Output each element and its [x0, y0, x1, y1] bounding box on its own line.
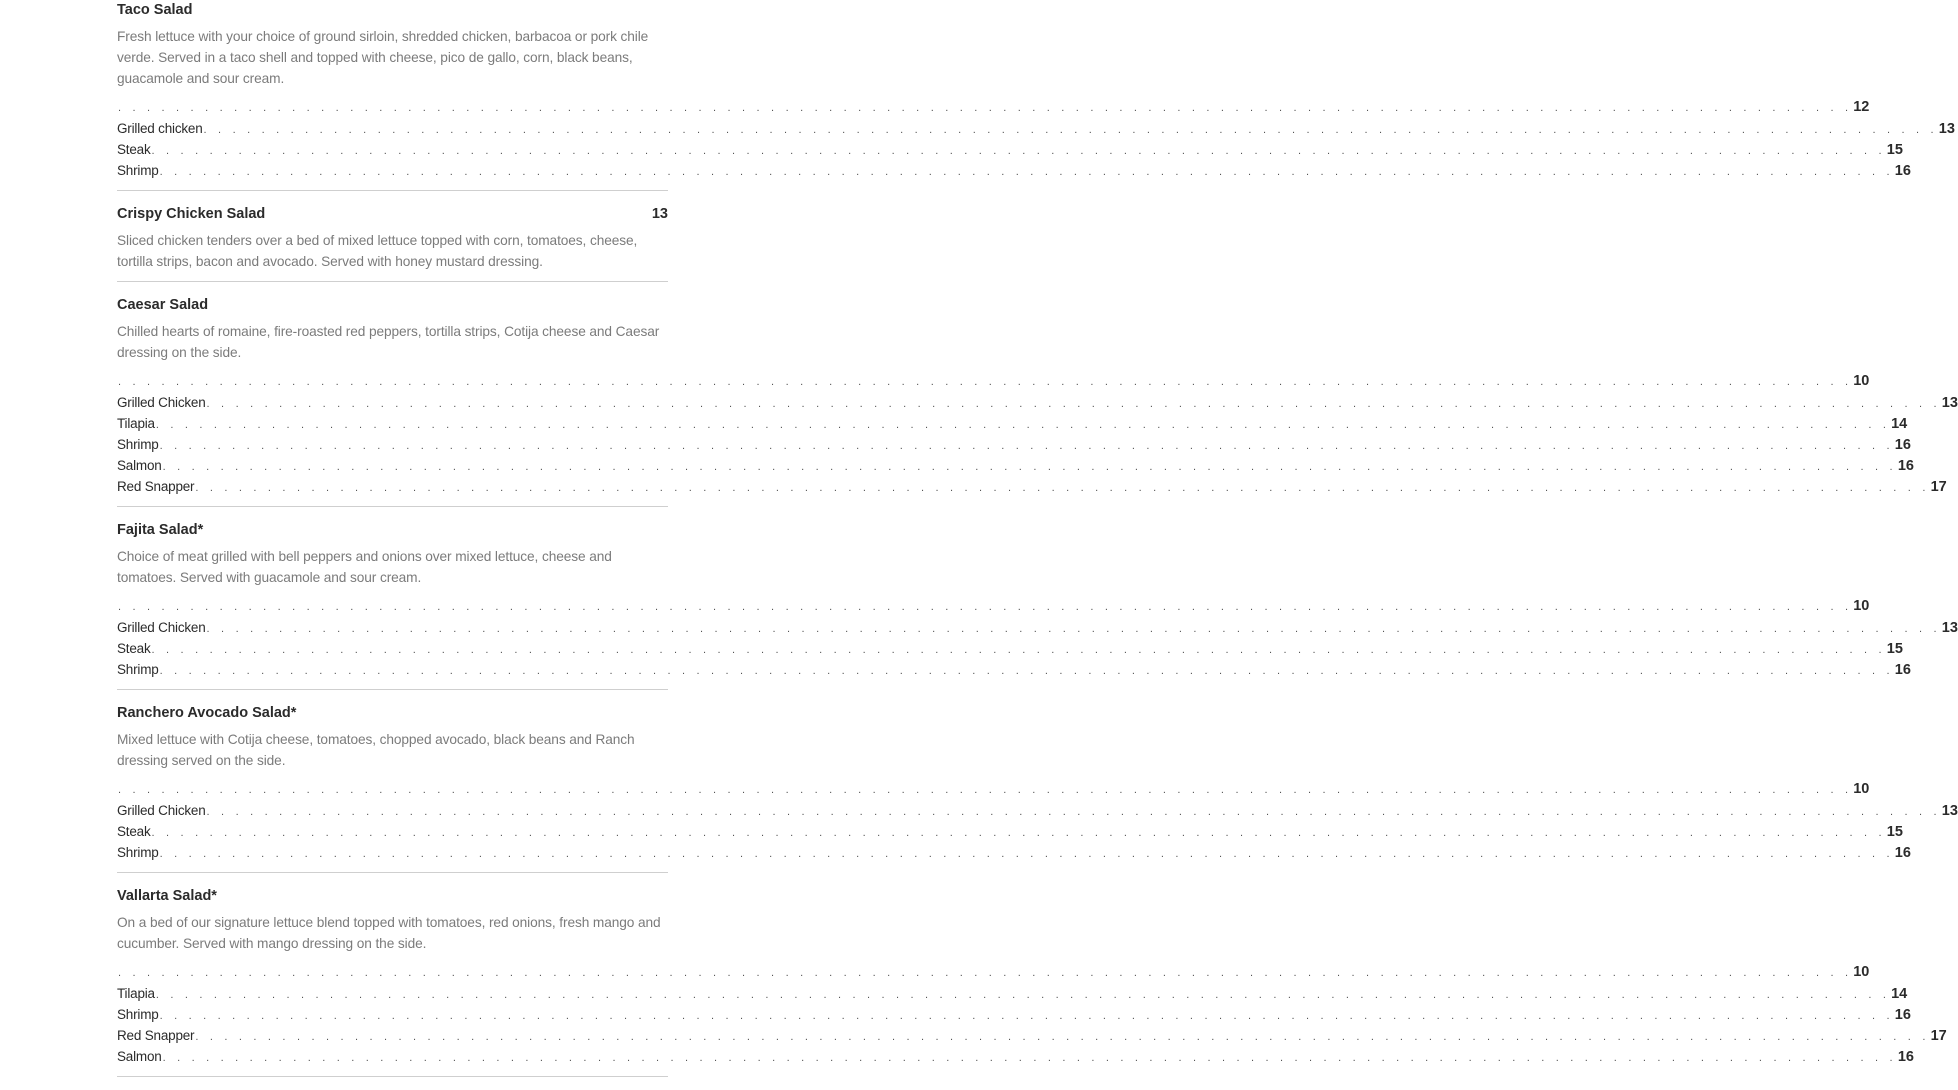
menu-item-header	[117, 520, 668, 540]
price-option	[117, 392, 1958, 413]
price-option	[117, 983, 1908, 1004]
price-option-price: 16	[1894, 437, 1911, 453]
menu-item	[117, 295, 1958, 507]
menu-item-header	[117, 295, 668, 315]
price-option	[117, 139, 1903, 160]
price-option-price: 16	[1894, 1007, 1911, 1023]
price-option	[117, 160, 1911, 181]
price-option	[117, 413, 1908, 434]
price-option	[117, 455, 1914, 476]
price-option-price: 16	[1897, 1049, 1914, 1065]
dot-leader: . . . . . . . . . . . . . . . . . . . . . . . . . . . . . . . . . . . . . . . . . . . . . . . . . . . . . . . . . . . . . . . . . . . . . . . . . . . . . . . . . . . . . . . . . . . . . . . . . . . . . . . . . . . . . . . . . . . . . . . .	[118, 967, 1853, 979]
menu-item-description: On a bed of our signature lettuce blend topped with tomatoes, red onions, fresh mango and cucumber. Served with mango dressing on the side.	[117, 915, 661, 951]
price-option-price: 14	[1891, 986, 1908, 1002]
menu-item	[117, 520, 1958, 690]
dot-leader: . . . . . . . . . . . . . . . . . . . . . . . . . . . . . . . . . . . . . . . . . . . . . . . . . . . . . . . . . . . . . . . . . . . . . . . . . . . . . . . . . . . . . . . . . . . . . . . . . . . . . . . . . . . . . . . . . . . . . . . .	[195, 1031, 1930, 1043]
dot-leader: . . . . . . . . . . . . . . . . . . . . . . . . . . . . . . . . . . . . . . . . . . . . . . . . . . . . . . . . . . . . . . . . . . . . . . . . . . . . . . . . . . . . . . . . . . . . . . . . . . . . . . . . . . . . . . . . . . . . . . . .	[118, 376, 1853, 388]
menu-item-options	[117, 962, 1947, 1067]
price-option-price: 13	[1941, 620, 1958, 636]
price-option-price: 17	[1930, 479, 1947, 495]
price-option-name: Salmon	[117, 1049, 162, 1064]
price-option-price: 15	[1886, 142, 1903, 158]
price-option-name: Tilapia	[117, 986, 155, 1001]
dot-leader: . . . . . . . . . . . . . . . . . . . . . . . . . . . . . . . . . . . . . . . . . . . . . . . . . . . . . . . . . . . . . . . . . . . . . . . . . . . . . . . . . . . . . . . . . . . . . . . . . . . . . . . . . . . . . . . . . . . . . . . .	[162, 1052, 1897, 1064]
menu-item-options	[117, 596, 1958, 680]
price-option-price: 13	[1941, 803, 1958, 819]
menu-item	[117, 0, 1955, 191]
dot-leader: . . . . . . . . . . . . . . . . . . . . . . . . . . . . . . . . . . . . . . . . . . . . . . . . . . . . . . . . . . . . . . . . . . . . . . . . . . . . . . . . . . . . . . . . . . . . . . . . . . . . . . . . . . . . . . . . . . . . . . . .	[151, 644, 1886, 656]
price-option	[117, 434, 1911, 455]
price-option-price: 17	[1930, 1028, 1947, 1044]
dot-leader: . . . . . . . . . . . . . . . . . . . . . . . . . . . . . . . . . . . . . . . . . . . . . . . . . . . . . . . . . . . . . . . . . . . . . . . . . . . . . . . . . . . . . . . . . . . . . . . . . . . . . . . . . . . . . . . . . . . . . . . .	[151, 827, 1886, 839]
menu-item-name: Caesar Salad	[117, 297, 209, 313]
dot-leader: . . . . . . . . . . . . . . . . . . . . . . . . . . . . . . . . . . . . . . . . . . . . . . . . . . . . . . . . . . . . . . . . . . . . . . . . . . . . . . . . . . . . . . . . . . . . . . . . . . . . . . . . . . . . . . . . . . . . . . . .	[118, 784, 1853, 796]
menu-item-name: Ranchero Avocado Salad*	[117, 705, 297, 721]
price-option	[117, 476, 1947, 497]
price-option-name: Steak	[117, 824, 151, 839]
price-option	[117, 962, 1870, 983]
dot-leader: . . . . . . . . . . . . . . . . . . . . . . . . . . . . . . . . . . . . . . . . . . . . . . . . . . . . . . . . . . . . . . . . . . . . . . . . . . . . . . . . . . . . . . . . . . . . . . . . . . . . . . . . . . . . . . . . . . . . . . . .	[159, 848, 1894, 860]
price-option	[117, 842, 1911, 863]
dot-leader: . . . . . . . . . . . . . . . . . . . . . . . . . . . . . . . . . . . . . . . . . . . . . . . . . . . . . . . . . . . . . . . . . . . . . . . . . . . . . . . . . . . . . . . . . . . . . . . . . . . . . . . . . . . . . . . . . . . . . . . .	[162, 461, 1897, 473]
dot-leader: . . . . . . . . . . . . . . . . . . . . . . . . . . . . . . . . . . . . . . . . . . . . . . . . . . . . . . . . . . . . . . . . . . . . . . . . . . . . . . . . . . . . . . . . . . . . . . . . . . . . . . . . . . . . . . . . . . . . . . . .	[159, 1010, 1894, 1022]
menu-item-name: Taco Salad	[117, 2, 193, 18]
price-option-price: 10	[1853, 781, 1870, 797]
dot-leader: . . . . . . . . . . . . . . . . . . . . . . . . . . . . . . . . . . . . . . . . . . . . . . . . . . . . . . . . . . . . . . . . . . . . . . . . . . . . . . . . . . . . . . . . . . . . . . . . . . . . . . . . . . . . . . . . . . . . . . . .	[206, 398, 1941, 410]
price-option-name: Red Snapper	[117, 1028, 195, 1043]
menu-item-options	[117, 97, 1955, 181]
price-option-name: Grilled chicken	[117, 121, 203, 136]
price-option-name: Tilapia	[117, 416, 155, 431]
price-option-price: 10	[1853, 373, 1870, 389]
menu-item-header	[117, 0, 668, 20]
dot-leader: . . . . . . . . . . . . . . . . . . . . . . . . . . . . . . . . . . . . . . . . . . . . . . . . . . . . . . . . . . . . . . . . . . . . . . . . . . . . . . . . . . . . . . . . . . . . . . . . . . . . . . . . . . . . . . . . . . . . . . . .	[151, 145, 1886, 157]
price-option-price: 16	[1894, 662, 1911, 678]
price-option-price: 10	[1853, 598, 1870, 614]
price-option-price: 12	[1853, 99, 1870, 115]
menu-item-description: Fresh lettuce with your choice of ground sirloin, shredded chicken, barbacoa or pork chile verde. Served in a taco shell and topped with cheese, pico de gallo, corn, black beans, guacamole and sour cream.	[117, 29, 649, 86]
price-option	[117, 97, 1870, 118]
price-option-name: Grilled Chicken	[117, 620, 206, 635]
price-option	[117, 1004, 1911, 1025]
menu-item-description: Choice of meat grilled with bell peppers and onions over mixed lettuce, cheese and tomatoes. Served with guacamole and sour cream.	[117, 549, 612, 585]
salad-menu	[117, 0, 1958, 1090]
price-option	[117, 779, 1870, 800]
dot-leader: . . . . . . . . . . . . . . . . . . . . . . . . . . . . . . . . . . . . . . . . . . . . . . . . . . . . . . . . . . . . . . . . . . . . . . . . . . . . . . . . . . . . . . . . . . . . . . . . . . . . . . . . . . . . . . . . . . . . . . . .	[159, 166, 1894, 178]
price-option-name: Grilled Chicken	[117, 803, 206, 818]
price-option-price: 16	[1897, 458, 1914, 474]
price-option-name: Shrimp	[117, 845, 159, 860]
price-option-name: Red Snapper	[117, 479, 195, 494]
menu-item-header	[117, 204, 668, 224]
dot-leader: . . . . . . . . . . . . . . . . . . . . . . . . . . . . . . . . . . . . . . . . . . . . . . . . . . . . . . . . . . . . . . . . . . . . . . . . . . . . . . . . . . . . . . . . . . . . . . . . . . . . . . . . . . . . . . . . . . . . . . . .	[203, 124, 1938, 136]
price-option-name: Salmon	[117, 458, 162, 473]
dot-leader: . . . . . . . . . . . . . . . . . . . . . . . . . . . . . . . . . . . . . . . . . . . . . . . . . . . . . . . . . . . . . . . . . . . . . . . . . . . . . . . . . . . . . . . . . . . . . . . . . . . . . . . . . . . . . . . . . . . . . . . .	[159, 665, 1894, 677]
menu-item-options	[117, 371, 1958, 497]
price-option	[117, 118, 1955, 139]
price-option-price: 13	[1938, 121, 1955, 137]
menu-item	[117, 886, 1947, 1077]
price-option-price: 10	[1853, 964, 1870, 980]
menu-item-name: Crispy Chicken Salad	[117, 206, 266, 222]
price-option	[117, 596, 1870, 617]
price-option-name: Shrimp	[117, 163, 159, 178]
price-option	[117, 659, 1911, 680]
menu-item	[117, 204, 668, 282]
dot-leader: . . . . . . . . . . . . . . . . . . . . . . . . . . . . . . . . . . . . . . . . . . . . . . . . . . . . . . . . . . . . . . . . . . . . . . . . . . . . . . . . . . . . . . . . . . . . . . . . . . . . . . . . . . . . . . . . . . . . . . . .	[155, 419, 1891, 431]
menu-item-header	[117, 703, 668, 723]
menu-item	[117, 703, 1958, 873]
menu-item-description: Sliced chicken tenders over a bed of mixed lettuce topped with corn, tomatoes, cheese, tortilla strips, bacon and avocado. Served with honey mustard dressing.	[117, 233, 638, 269]
menu-item-description: Mixed lettuce with Cotija cheese, tomatoes, chopped avocado, black beans and Ranch dressing served on the side.	[117, 732, 635, 768]
price-option	[117, 638, 1903, 659]
price-option-price: 16	[1894, 845, 1911, 861]
price-option-name: Grilled Chicken	[117, 395, 206, 410]
menu-item-options	[117, 779, 1958, 863]
price-option	[117, 821, 1903, 842]
price-option-price: 14	[1891, 416, 1908, 432]
dot-leader: . . . . . . . . . . . . . . . . . . . . . . . . . . . . . . . . . . . . . . . . . . . . . . . . . . . . . . . . . . . . . . . . . . . . . . . . . . . . . . . . . . . . . . . . . . . . . . . . . . . . . . . . . . . . . . . . . . . . . . . .	[195, 482, 1930, 494]
menu-item-description: Chilled hearts of romaine, fire-roasted red peppers, tortilla strips, Cotija cheese and Caesar dressing on the side.	[117, 324, 660, 360]
price-option-name: Shrimp	[117, 662, 159, 677]
dot-leader: . . . . . . . . . . . . . . . . . . . . . . . . . . . . . . . . . . . . . . . . . . . . . . . . . . . . . . . . . . . . . . . . . . . . . . . . . . . . . . . . . . . . . . . . . . . . . . . . . . . . . . . . . . . . . . . . . . . . . . . .	[118, 601, 1853, 613]
price-option-price: 15	[1886, 824, 1903, 840]
price-option	[117, 617, 1958, 638]
menu-item-header	[117, 886, 668, 906]
price-option	[117, 800, 1958, 821]
price-option-name: Steak	[117, 641, 151, 656]
dot-leader: . . . . . . . . . . . . . . . . . . . . . . . . . . . . . . . . . . . . . . . . . . . . . . . . . . . . . . . . . . . . . . . . . . . . . . . . . . . . . . . . . . . . . . . . . . . . . . . . . . . . . . . . . . . . . . . . . . . . . . . .	[118, 102, 1853, 114]
dot-leader: . . . . . . . . . . . . . . . . . . . . . . . . . . . . . . . . . . . . . . . . . . . . . . . . . . . . . . . . . . . . . . . . . . . . . . . . . . . . . . . . . . . . . . . . . . . . . . . . . . . . . . . . . . . . . . . . . . . . . . . .	[159, 440, 1894, 452]
menu-item-name: Fajita Salad*	[117, 522, 204, 538]
dot-leader: . . . . . . . . . . . . . . . . . . . . . . . . . . . . . . . . . . . . . . . . . . . . . . . . . . . . . . . . . . . . . . . . . . . . . . . . . . . . . . . . . . . . . . . . . . . . . . . . . . . . . . . . . . . . . . . . . . . . . . . .	[155, 989, 1891, 1001]
price-option-price: 13	[1941, 395, 1958, 411]
price-option	[117, 1046, 1914, 1067]
price-option-price: 15	[1886, 641, 1903, 657]
menu-item-price: 13	[651, 206, 668, 222]
dot-leader: . . . . . . . . . . . . . . . . . . . . . . . . . . . . . . . . . . . . . . . . . . . . . . . . . . . . . . . . . . . . . . . . . . . . . . . . . . . . . . . . . . . . . . . . . . . . . . . . . . . . . . . . . . . . . . . . . . . . . . . .	[206, 806, 1941, 818]
price-option-name: Shrimp	[117, 437, 159, 452]
price-option-price: 16	[1894, 163, 1911, 179]
menu-item-name: Vallarta Salad*	[117, 888, 217, 904]
dot-leader: . . . . . . . . . . . . . . . . . . . . . . . . . . . . . . . . . . . . . . . . . . . . . . . . . . . . . . . . . . . . . . . . . . . . . . . . . . . . . . . . . . . . . . . . . . . . . . . . . . . . . . . . . . . . . . . . . . . . . . . .	[206, 623, 1941, 635]
price-option-name: Steak	[117, 142, 151, 157]
price-option	[117, 371, 1870, 392]
price-option	[117, 1025, 1947, 1046]
price-option-name: Shrimp	[117, 1007, 159, 1022]
